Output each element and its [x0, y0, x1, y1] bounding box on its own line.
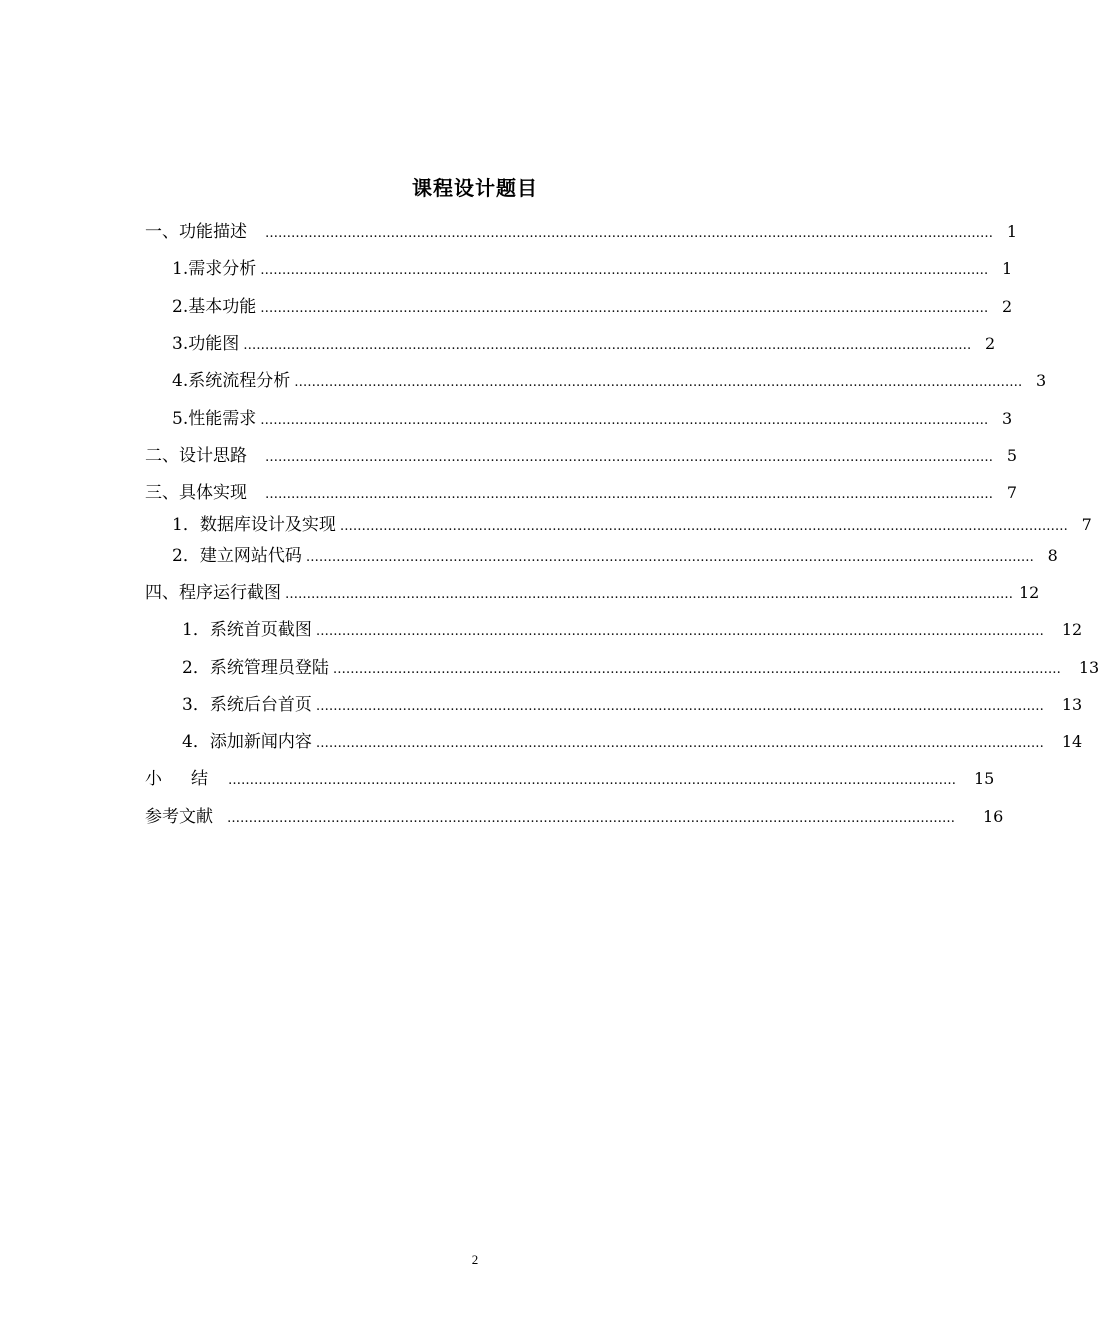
toc-entry-4-4 — [182, 731, 1083, 755]
toc-entry-summary — [145, 768, 995, 792]
toc-entry-3-1 — [172, 514, 1092, 538]
toc-page: 5 — [1006, 446, 1017, 465]
toc-entry-1-2 — [172, 296, 1013, 320]
toc-label: 四、程序运行截图 — [145, 583, 281, 603]
toc-entry-3-2 — [172, 545, 1058, 569]
toc-label: 一、功能描述 — [145, 222, 247, 242]
dot-leader: …………………………………………………………………………………………………………………………………………………… — [260, 263, 989, 278]
dot-leader: …………………………………………………………………………………………………………………………………………………… — [332, 662, 1061, 677]
dot-leader: …………………………………………………………………………………………………………………………………………………… — [305, 550, 1034, 565]
dot-leader: …………………………………………………………………………………………………………………………………………………… — [315, 736, 1044, 751]
toc-label: 3.功能图 — [172, 334, 240, 354]
dot-leader: …………………………………………………………………………………………………………………………………………………… — [285, 587, 1013, 602]
toc-label: 5.性能需求 — [172, 409, 257, 429]
toc-label: 2．系统管理员登陆 — [182, 658, 329, 678]
toc-entry-4-3 — [182, 694, 1083, 718]
toc-label: 参考文献 — [145, 807, 213, 827]
toc-label: 4．添加新闻内容 — [182, 732, 312, 752]
toc-page: 7 — [1081, 515, 1092, 534]
toc-page: 2 — [1002, 297, 1013, 316]
toc-page: 7 — [1006, 483, 1017, 502]
toc-page: 2 — [985, 334, 996, 353]
dot-leader: …………………………………………………………………………………………………………………………………………………… — [265, 487, 993, 502]
dot-leader: …………………………………………………………………………………………………………………………………………………… — [243, 338, 972, 353]
toc-entry-1-1 — [172, 258, 1013, 282]
dot-leader: …………………………………………………………………………………………………………………………………………………… — [265, 450, 993, 465]
toc-entry-4-2 — [182, 657, 1099, 681]
toc-entry-4-1 — [182, 619, 1083, 643]
toc-label: 2.基本功能 — [172, 297, 257, 317]
toc-page: 1 — [1002, 259, 1013, 278]
toc-page: 15 — [974, 769, 995, 788]
toc-page: 12 — [1061, 620, 1083, 639]
toc-entry-1-5 — [172, 408, 1013, 432]
toc-entry-1-3 — [172, 333, 996, 357]
toc-page: 13 — [1061, 695, 1083, 714]
dot-leader: …………………………………………………………………………………………………………………………………………………… — [228, 773, 956, 788]
toc-entry-2 — [145, 445, 1017, 469]
toc-label: 小 结 — [145, 769, 214, 789]
dot-leader: …………………………………………………………………………………………………………………………………………………… — [315, 624, 1044, 639]
document-title: 课程设计题目 — [412, 176, 538, 200]
toc-page: 12 — [1019, 583, 1040, 602]
toc-page: 3 — [1036, 371, 1047, 390]
dot-leader: …………………………………………………………………………………………………………………………………………………… — [227, 811, 955, 826]
toc-entry-1-4 — [172, 370, 1047, 394]
toc-page: 8 — [1047, 546, 1058, 565]
toc-entry-1 — [145, 221, 1017, 245]
toc-entry-references — [145, 806, 1004, 830]
toc-page: 16 — [983, 807, 1004, 826]
dot-leader: …………………………………………………………………………………………………………………………………………………… — [265, 226, 993, 241]
toc-page: 14 — [1061, 732, 1083, 751]
toc-label: 二、设计思路 — [145, 446, 247, 466]
dot-leader: …………………………………………………………………………………………………………………………………………………… — [260, 413, 989, 428]
toc-label: 2．建立网站代码 — [172, 546, 302, 566]
dot-leader: …………………………………………………………………………………………………………………………………………………… — [294, 375, 1023, 390]
toc-label: 4.系统流程分析 — [172, 371, 291, 391]
toc-page: 3 — [1002, 409, 1013, 428]
toc-entry-3 — [145, 482, 1017, 506]
toc-label: 1.需求分析 — [172, 259, 257, 279]
dot-leader: …………………………………………………………………………………………………………………………………………………… — [315, 699, 1044, 714]
toc-entry-4 — [145, 582, 1040, 606]
toc-page: 13 — [1078, 658, 1099, 677]
toc-label: 3．系统后台首页 — [182, 695, 312, 715]
dot-leader: …………………………………………………………………………………………………………………………………………………… — [260, 301, 989, 316]
page-number: 2 — [471, 1252, 479, 1267]
toc-label: 三、具体实现 — [145, 483, 247, 503]
dot-leader: …………………………………………………………………………………………………………………………………………………… — [339, 519, 1068, 534]
toc-label: 1．系统首页截图 — [182, 620, 312, 640]
toc-label: 1．数据库设计及实现 — [172, 515, 336, 535]
toc-page: 1 — [1006, 222, 1017, 241]
